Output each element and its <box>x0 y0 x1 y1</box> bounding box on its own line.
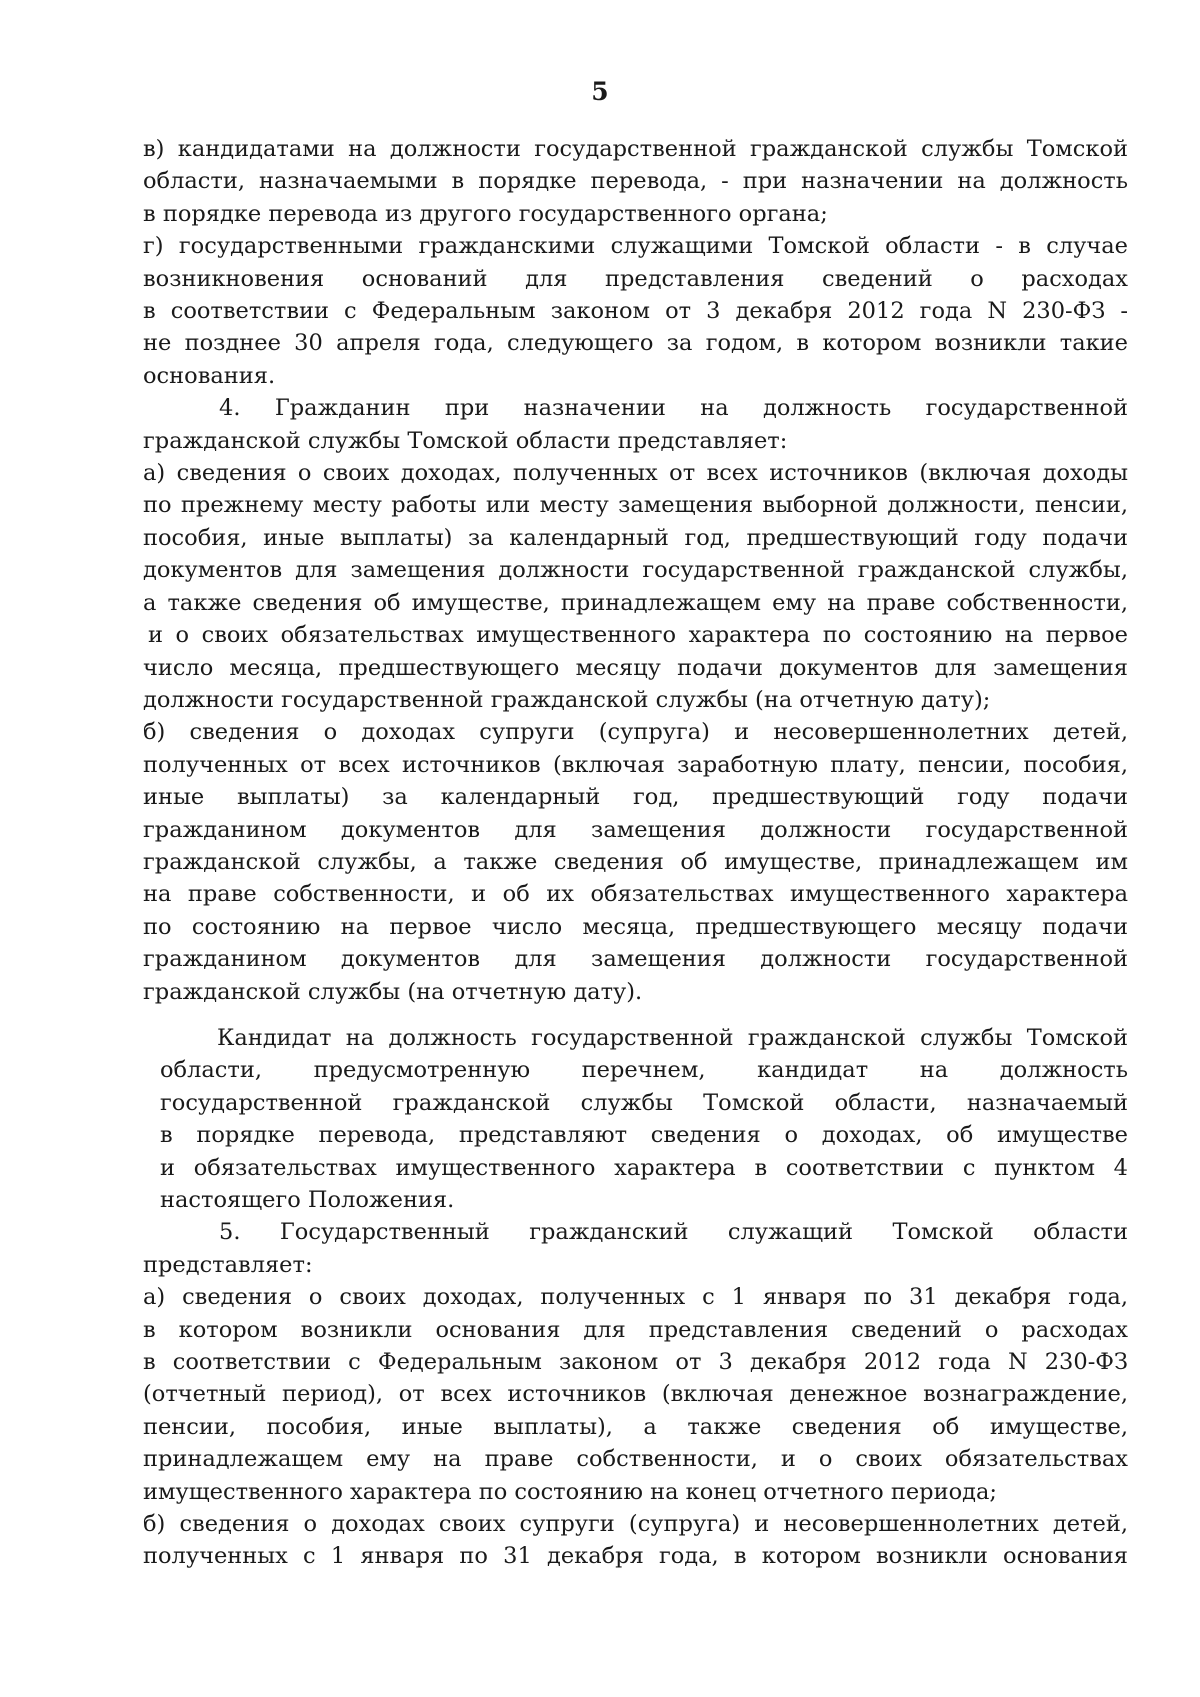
text-line: по состоянию на первое число месяца, предшествующего месяцу подачи <box>143 913 1128 940</box>
text-line: и о своих обязательствах имущественного характера по состоянию на первое <box>148 622 1128 649</box>
page-number: 5 <box>591 77 609 106</box>
text-line: возникновения оснований для представления сведений о расходах <box>143 265 1128 292</box>
text-line: государственной гражданской службы Томской области, назначаемый <box>160 1089 1128 1116</box>
document-body <box>143 133 1128 1573</box>
text-line: 5. Государственный гражданский служащий Томской области <box>219 1219 1128 1246</box>
subitem-g <box>143 230 1128 392</box>
paragraph-5-a <box>143 1281 1128 1508</box>
text-line: и обязательствах имущественного характера в соответствии с пунктом 4 <box>160 1154 1128 1181</box>
text-line: б) сведения о доходах своих супруги (супруга) и несовершеннолетних детей, <box>143 1511 1128 1538</box>
text-line: (отчетный период), от всех источников (включая денежное вознаграждение, <box>143 1381 1128 1408</box>
text-line: гражданской службы (на отчетную дату). <box>143 978 643 1005</box>
text-line: в) кандидатами на должности государственной гражданской службы Томской <box>143 136 1128 162</box>
text-line: пенсии, пособия, иные выплаты), а также сведения об имуществе, <box>143 1413 1128 1440</box>
text-line: пособия, иные выплаты) за календарный год, предшествующий году подачи <box>143 524 1128 551</box>
text-line: б) сведения о доходах супруги (супруга) и несовершеннолетних детей, <box>143 719 1128 746</box>
text-line: имущественного характера по состоянию на конец отчетного периода; <box>143 1478 997 1505</box>
text-line: гражданской службы Томской области представляет: <box>143 427 788 454</box>
text-line: документов для замещения должности государственной гражданской службы, <box>143 557 1128 584</box>
text-line: а) сведения о своих доходах, полученных с 1 января по 31 декабря года, <box>143 1284 1128 1311</box>
text-line: гражданином документов для замещения должности государственной <box>143 816 1128 843</box>
text-line: в порядке перевода из другого государственного органа; <box>143 200 828 227</box>
text-line: в соответствии с Федеральным законом от 3 декабря 2012 года N 230-ФЗ <box>143 1349 1128 1376</box>
text-line: настоящего Положения. <box>160 1187 455 1213</box>
text-line: на праве собственности, и об их обязательствах имущественного характера <box>143 881 1128 908</box>
text-line: г) государственными гражданскими служащими Томской области - в случае <box>143 233 1128 260</box>
paragraph-4-b <box>143 716 1128 1008</box>
paragraph-5-b <box>143 1508 1128 1573</box>
text-line: а) сведения о своих доходах, полученных от всех источников (включая доходы <box>143 460 1128 487</box>
subitem-v <box>143 133 1128 230</box>
text-line: по прежнему месту работы или месту замещения выборной должности, пенсии, <box>143 492 1128 519</box>
text-line: в соответствии с Федеральным законом от 3 декабря 2012 года N 230-ФЗ - <box>143 298 1128 325</box>
text-line: а также сведения об имуществе, принадлежащем ему на праве собственности, <box>143 589 1128 616</box>
text-line: области, назначаемыми в порядке перевода, - при назначении на должность <box>143 168 1128 195</box>
candidate-paragraph <box>143 1022 1128 1216</box>
text-line: представляет: <box>143 1251 313 1278</box>
text-line: полученных от всех источников (включая заработную плату, пенсии, пособия, <box>143 751 1128 778</box>
text-line: принадлежащем ему на праве собственности, и о своих обязательствах <box>143 1446 1128 1473</box>
text-line: не позднее 30 апреля года, следующего за годом, в котором возникли такие <box>143 330 1128 357</box>
paragraph-4-a <box>143 457 1128 716</box>
paragraph-5 <box>143 1216 1128 1281</box>
text-line: гражданской службы, а также сведения об имуществе, принадлежащем им <box>143 848 1128 875</box>
text-line: Кандидат на должность государственной гражданской службы Томской <box>217 1024 1128 1051</box>
paragraph-4 <box>143 392 1128 457</box>
text-line: области, предусмотренную перечнем, кандидат на должность <box>160 1057 1128 1084</box>
text-line: гражданином документов для замещения должности государственной <box>143 946 1128 973</box>
text-line: в котором возникли основания для представления сведений о расходах <box>143 1316 1128 1343</box>
text-line: число месяца, предшествующего месяцу подачи документов для замещения <box>143 654 1128 681</box>
text-line: полученных с 1 января по 31 декабря года, в котором возникли основания <box>143 1543 1128 1570</box>
text-line: 4. Гражданин при назначении на должность государственной <box>219 395 1128 422</box>
text-line: основания. <box>143 362 276 389</box>
text-line: в порядке перевода, представляют сведения о доходах, об имуществе <box>160 1122 1128 1149</box>
text-line: должности государственной гражданской службы (на отчетную дату); <box>143 686 991 713</box>
text-line: иные выплаты) за календарный год, предшествующий году подачи <box>143 784 1128 811</box>
